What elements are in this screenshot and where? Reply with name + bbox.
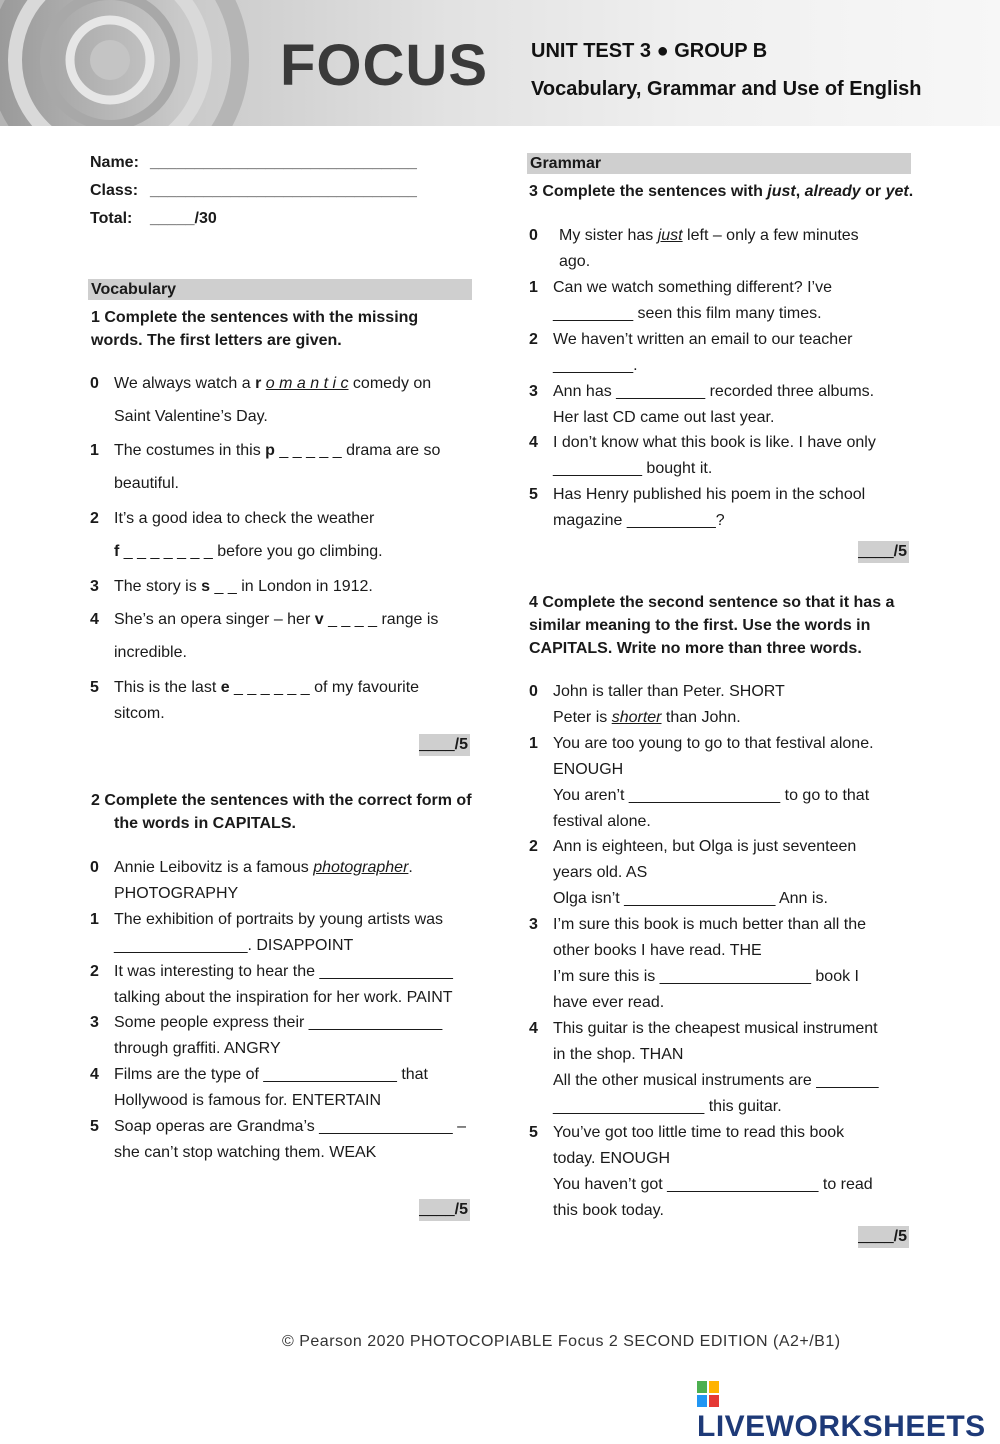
- ex4-score-box[interactable]: ____/5: [858, 1226, 909, 1248]
- item-number: 3: [90, 1014, 99, 1031]
- focus-logo: FOCUS: [280, 33, 488, 98]
- name-label: Name:: [90, 154, 139, 171]
- test-subtitle: Vocabulary, Grammar and Use of English: [531, 78, 922, 100]
- liveworksheets-logo-icon: [697, 1381, 719, 1407]
- class-field[interactable]: ______________________________: [150, 182, 417, 199]
- item-number: 3: [90, 578, 99, 595]
- vocabulary-section-bar: Vocabulary: [88, 279, 472, 300]
- ex2-item-4[interactable]: Films are the type of _______________ that Hollywood is famous for. ENTERTAIN: [114, 1066, 428, 1109]
- ex2-item-2[interactable]: It was interesting to hear the _______________ talking about the inspiration for her work. PAINT: [114, 963, 453, 1006]
- swirl-graphic: [0, 0, 270, 126]
- ex3-item-2[interactable]: We haven’t written an email to our teacher _________.: [553, 331, 853, 374]
- ex1-item-4[interactable]: She’s an opera singer – her v _ _ _ _ range is incredible.: [114, 611, 439, 661]
- ex4-item-4[interactable]: This guitar is the cheapest musical instrument in the shop. THAN All the other musical instruments are _______ _________________ this guitar.: [553, 1020, 879, 1115]
- item-number: 0: [90, 859, 99, 876]
- header-banner: [0, 0, 1000, 126]
- item-number: 2: [90, 963, 99, 980]
- total-field[interactable]: _____/30: [150, 210, 217, 227]
- ex1-item-3[interactable]: The story is s _ _ in London in 1912.: [114, 578, 373, 595]
- item-number: 0: [529, 227, 538, 244]
- item-number: 0: [529, 683, 538, 700]
- class-label: Class:: [90, 182, 139, 199]
- ex1-score-box[interactable]: ____/5: [419, 734, 470, 756]
- item-number: 5: [90, 1118, 99, 1135]
- item-number: 1: [90, 911, 99, 928]
- grammar-section-bar: Grammar: [527, 153, 911, 174]
- item-number: 2: [529, 331, 538, 348]
- item-number: 5: [529, 486, 538, 503]
- copyright-footer: © Pearson 2020 PHOTOCOPIABLE Focus 2 SECOND EDITION (A2+/B1): [282, 1333, 841, 1350]
- ex4-item-1[interactable]: You are too young to go to that festival alone. ENOUGH You aren’t _________________ to go to that festival alone.: [553, 735, 874, 830]
- item-number: 4: [90, 611, 99, 628]
- item-number: 2: [529, 838, 538, 855]
- item-number: 5: [529, 1124, 538, 1141]
- item-number: 5: [90, 679, 99, 696]
- item-number: 1: [529, 735, 538, 752]
- ex1-item-0: We always watch a r o m a n t i c comedy on Saint Valentine’s Day.: [114, 375, 432, 425]
- item-number: 1: [90, 442, 99, 459]
- name-field[interactable]: ______________________________: [150, 154, 417, 171]
- ex3-instructions: 3 Complete the sentences with just, already or yet.: [529, 183, 914, 200]
- ex1-item-5[interactable]: This is the last e _ _ _ _ _ _ of my favourite sitcom.: [114, 679, 420, 722]
- ex4-item-2[interactable]: Ann is eighteen, but Olga is just seventeen years old. AS Olga isn’t _________________ Ann is.: [553, 838, 857, 907]
- item-number: 4: [529, 434, 538, 451]
- total-label: Total:: [90, 210, 133, 227]
- ex4-item-5[interactable]: You’ve got too little time to read this book today. ENOUGH You haven’t got _________________ to read this book today.: [553, 1124, 873, 1219]
- ex2-instructions: 2 Complete the sentences with the correct form of the words in CAPITALS.: [91, 792, 472, 832]
- ex4-item-0: John is taller than Peter. SHORT Peter is shorter than John.: [553, 683, 785, 726]
- ex2-item-5[interactable]: Soap operas are Grandma’s _______________ – she can’t stop watching them. WEAK: [114, 1118, 466, 1161]
- ex3-item-5[interactable]: Has Henry published his poem in the school magazine __________?: [553, 486, 866, 529]
- ex1-instructions: 1 Complete the sentences with the missing words. The first letters are given.: [91, 309, 419, 349]
- ex1-item-2[interactable]: It’s a good idea to check the weather f _ _ _ _ _ _ _ before you go climbing.: [114, 510, 383, 560]
- item-number: 4: [90, 1066, 99, 1083]
- ex2-score-box[interactable]: ____/5: [419, 1199, 470, 1221]
- ex2-item-0: Annie Leibovitz is a famous photographer. PHOTOGRAPHY: [114, 859, 413, 902]
- ex4-instructions: 4 Complete the second sentence so that it has a similar meaning to the first. Use the words in CAPITALS. Write no more than three words.: [529, 594, 895, 657]
- ex3-item-3[interactable]: Ann has __________ recorded three albums. Her last CD came out last year.: [553, 383, 875, 426]
- unit-title: UNIT TEST 3 ● GROUP B: [531, 40, 768, 62]
- ex3-item-0: My sister has just left – only a few minutes ago.: [559, 227, 859, 270]
- item-number: 3: [529, 916, 538, 933]
- ex3-score-box[interactable]: ____/5: [858, 541, 909, 563]
- item-number: 4: [529, 1020, 538, 1037]
- ex3-item-1[interactable]: Can we watch something different? I’ve _________ seen this film many times.: [553, 279, 832, 322]
- item-number: 1: [529, 279, 538, 296]
- item-number: 0: [90, 375, 99, 392]
- ex2-item-1[interactable]: The exhibition of portraits by young artists was _______________. DISAPPOINT: [114, 911, 444, 954]
- ex3-item-4[interactable]: I don’t know what this book is like. I have only __________ bought it.: [553, 434, 876, 477]
- ex2-item-3[interactable]: Some people express their _______________ through graffiti. ANGRY: [114, 1014, 443, 1057]
- item-number: 3: [529, 383, 538, 400]
- ex1-item-1[interactable]: The costumes in this p _ _ _ _ _ drama are so beautiful.: [114, 442, 441, 492]
- item-number: 2: [90, 510, 99, 527]
- liveworksheets-brand[interactable]: LIVEWORKSHEETS: [697, 1376, 1000, 1444]
- ex4-item-3[interactable]: I’m sure this book is much better than all the other books I have read. THE I’m sure this is _________________ book I have ever read.: [553, 916, 867, 1011]
